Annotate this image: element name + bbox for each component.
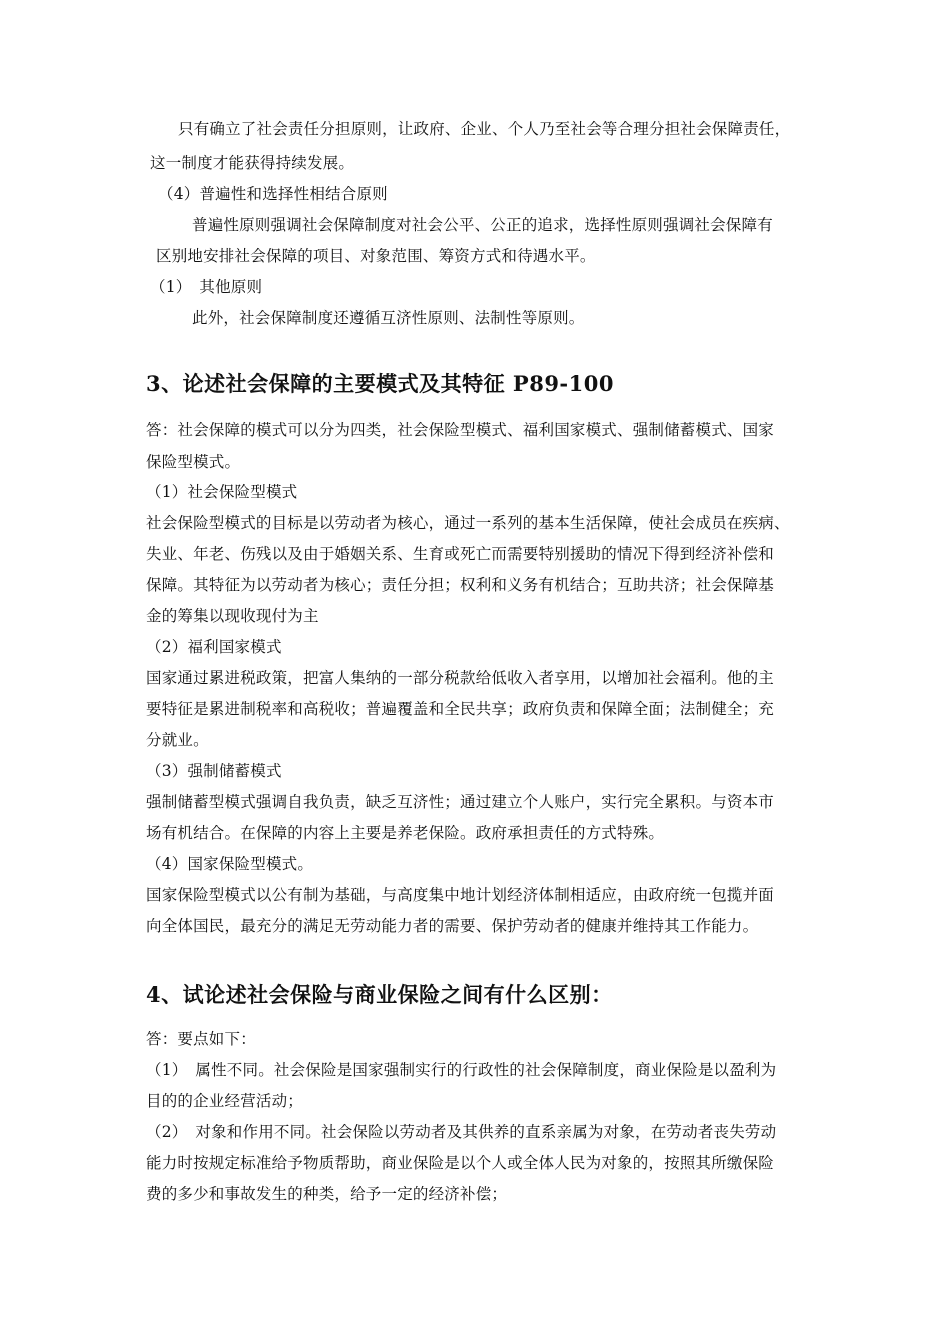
- paragraph-line: 能力时按规定标准给予物质帮助，商业保险是以个人或全体人民为对象的，按照其所缴保险: [146, 1154, 775, 1172]
- paragraph-line: 保障。其特征为以劳动者为核心；责任分担；权利和义务有机结合；互助共济；社会保障基: [146, 576, 775, 594]
- section-heading-4: 4、试论述社会保险与商业保险之间有什么区别：: [146, 982, 613, 1007]
- paragraph-line: 国家保险型模式以公有制为基础，与高度集中地计划经济体制相适应，由政府统一包揽并面: [146, 886, 775, 904]
- paragraph-line: 这一制度才能获得持续发展。: [150, 154, 355, 172]
- paragraph-line: 失业、年老、伤残以及由于婚姻关系、生育或死亡而需要特别援助的情况下得到经济补偿和: [146, 545, 775, 563]
- list-item-line: （2） 对象和作用不同。社会保险以劳动者及其供养的直系亲属为对象，在劳动者丧失劳动: [146, 1123, 777, 1141]
- subheading-line: （2）福利国家模式: [146, 638, 282, 656]
- section-heading-3: 3、论述社会保障的主要模式及其特征 P89-100: [146, 371, 614, 396]
- paragraph-line: 目的的企业经营活动；: [146, 1092, 304, 1110]
- paragraph-line: 只有确立了社会责任分担原则，让政府、企业、个人乃至社会等合理分担社会保障责任，: [178, 120, 791, 138]
- paragraph-line: 场有机结合。在保障的内容上主要是养老保险。政府承担责任的方式特殊。: [146, 824, 665, 842]
- subheading-line: （4）国家保险型模式。: [146, 855, 314, 873]
- subheading-line: （3）强制储蓄模式: [146, 762, 282, 780]
- subheading-line: （4）普遍性和选择性相结合原则: [158, 185, 388, 203]
- paragraph-line: 普遍性原则强调社会保障制度对社会公平、公正的追求，选择性原则强调社会保障有: [192, 216, 773, 234]
- paragraph-line: 向全体国民，最充分的满足无劳动能力者的需要、保护劳动者的健康并维持其工作能力。: [146, 917, 759, 935]
- paragraph-line: 社会保险型模式的目标是以劳动者为核心，通过一系列的基本生活保障，使社会成员在疾病、: [146, 514, 790, 532]
- paragraph-line: 答：要点如下：: [146, 1030, 256, 1048]
- paragraph-line: 区别地安排社会保障的项目、对象范围、筹资方式和待遇水平。: [156, 247, 596, 265]
- paragraph-line: 金的筹集以现收现付为主: [146, 607, 319, 625]
- paragraph-line: 国家通过累进税政策，把富人集纳的一部分税款给低收入者享用，以增加社会福利。他的主: [146, 669, 775, 687]
- paragraph-line: 答：社会保障的模式可以分为四类，社会保险型模式、福利国家模式、强制储蓄模式、国家: [146, 421, 775, 439]
- paragraph-line: 强制储蓄型模式强调自我负责，缺乏互济性；通过建立个人账户，实行完全累积。与资本市: [146, 793, 775, 811]
- list-item-line: （1） 属性不同。社会保险是国家强制实行的行政性的社会保障制度，商业保险是以盈利为: [146, 1061, 777, 1079]
- paragraph-line: 此外，社会保障制度还遵循互济性原则、法制性等原则。: [192, 309, 585, 327]
- paragraph-line: 保险型模式。: [146, 453, 241, 471]
- paragraph-line: 费的多少和事故发生的种类，给予一定的经济补偿；: [146, 1185, 508, 1203]
- subheading-line: （1）社会保险型模式: [146, 483, 298, 501]
- subheading-line: （1） 其他原则: [150, 278, 263, 296]
- paragraph-line: 要特征是累进制税率和高税收；普遍覆盖和全民共享；政府负责和保障全面；法制健全；充: [146, 700, 775, 718]
- paragraph-line: 分就业。: [146, 731, 209, 749]
